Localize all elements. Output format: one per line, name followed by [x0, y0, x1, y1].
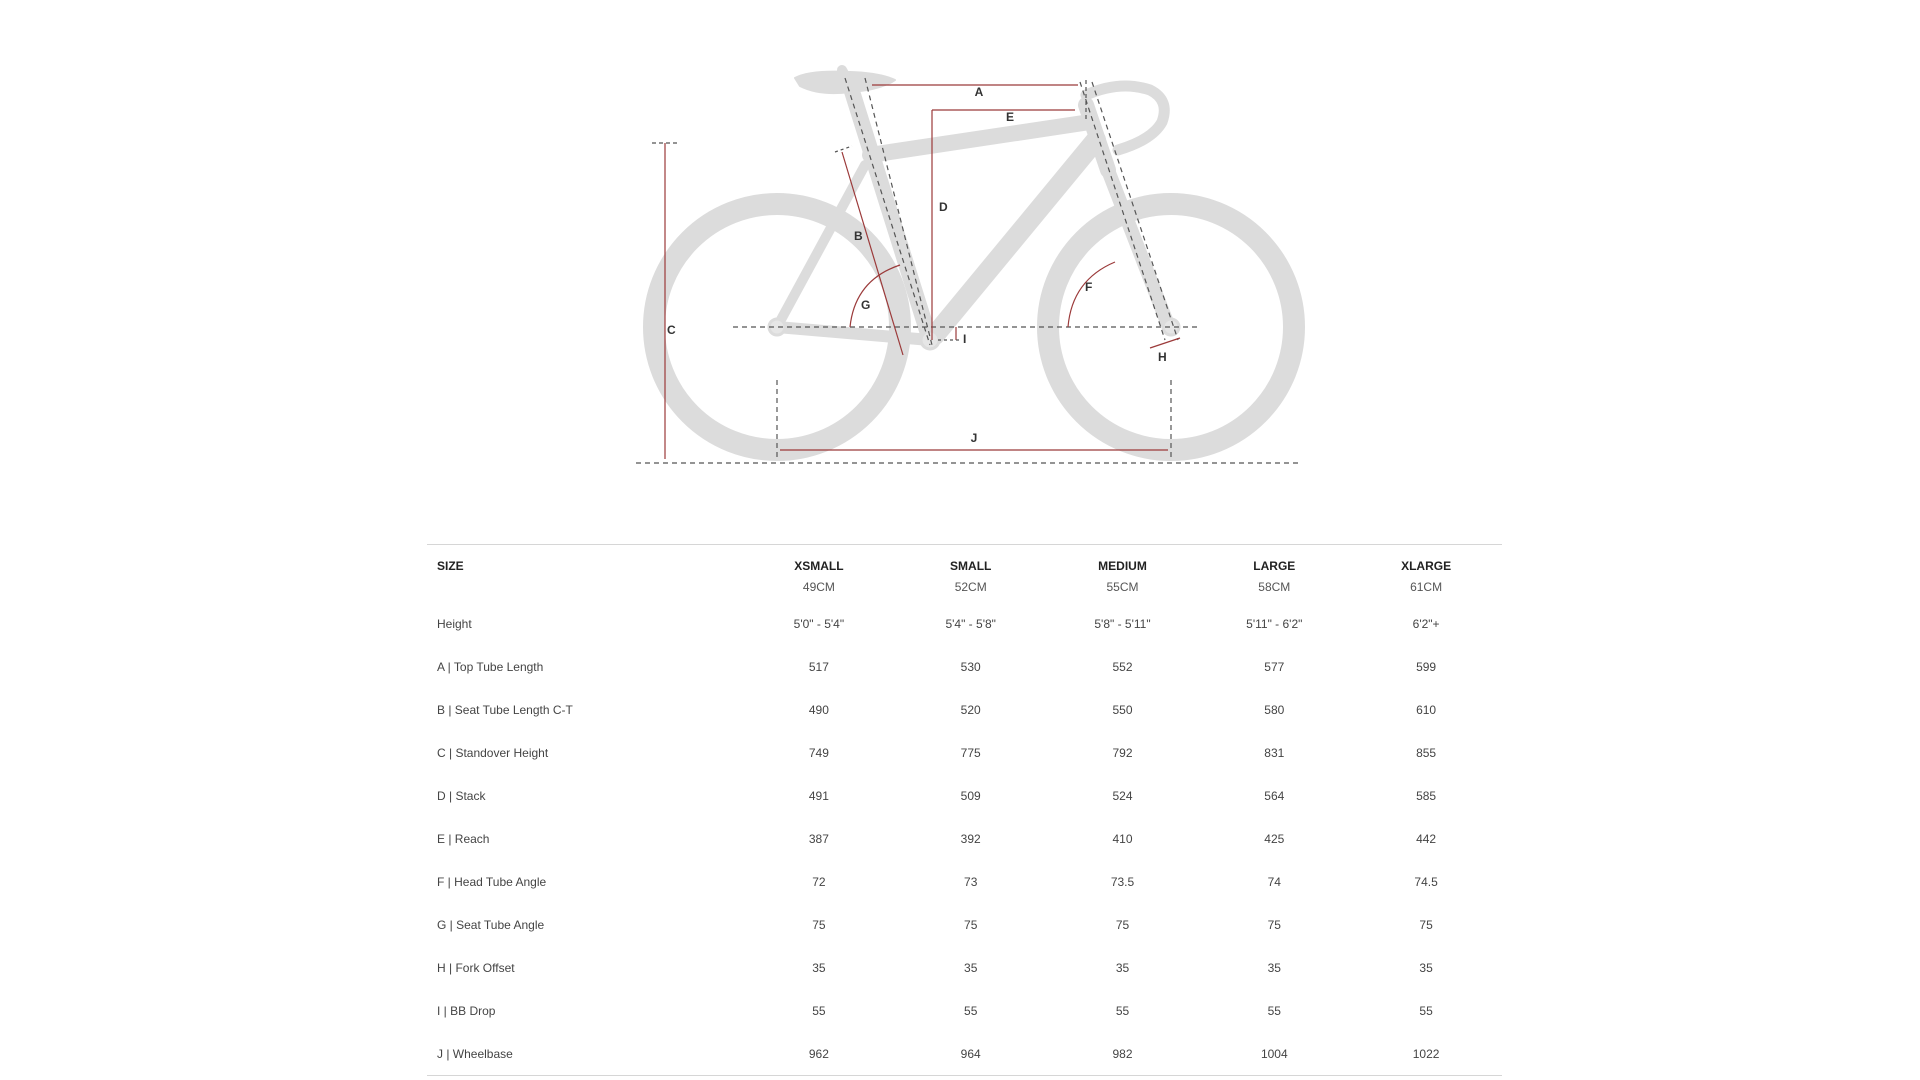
label-a: A: [974, 85, 984, 99]
table-row: [427, 903, 1502, 946]
size-cm: 52CM: [954, 580, 987, 594]
table-cell: 490: [808, 702, 829, 717]
row-label: Height: [437, 617, 472, 631]
label-h: H: [1158, 350, 1167, 364]
bike-silhouette: [654, 70, 1294, 450]
table-cell: 550: [1112, 702, 1133, 717]
geometry-table: [427, 545, 1502, 1075]
table-cell: 564: [1264, 788, 1285, 803]
label-b: B: [854, 229, 863, 243]
label-i: I: [963, 332, 967, 346]
table-row: [427, 645, 1502, 688]
table-cell: 517: [808, 659, 829, 674]
table-cell: 1004: [1260, 1046, 1288, 1061]
row-label: F | Head Tube Angle: [437, 874, 547, 889]
label-e: E: [1005, 110, 1015, 124]
size-header: SIZE: [437, 559, 464, 573]
table-cell: 55: [1419, 1003, 1433, 1018]
saddle: [795, 72, 895, 94]
size-cm: 55CM: [1106, 580, 1139, 594]
table-row: [427, 688, 1502, 731]
table-cell: 35: [1419, 960, 1433, 975]
table-cell: 73.5: [1110, 874, 1135, 889]
table-cell: 425: [1264, 831, 1285, 846]
size-name: MEDIUM: [1098, 559, 1147, 573]
table-cell: 387: [808, 831, 829, 846]
table-cell: 580: [1264, 702, 1285, 717]
row-label: I | BB Drop: [437, 1003, 496, 1018]
size-column-header: [1198, 545, 1350, 603]
dim-f-arc: [1068, 262, 1115, 327]
label-d: D: [939, 200, 948, 214]
table-cell: 392: [960, 831, 981, 846]
size-column-header: [1047, 545, 1199, 603]
label-g: G: [861, 298, 871, 312]
row-label: G | Seat Tube Angle: [437, 917, 545, 932]
bottom-bracket: [921, 331, 939, 349]
table-cell: 75: [1419, 917, 1433, 932]
row-label: E | Reach: [437, 831, 490, 846]
table-cell: 35: [812, 960, 826, 975]
label-c: C: [667, 323, 676, 337]
table-cell: 442: [1416, 831, 1437, 846]
table-cell: 5'0" - 5'4": [793, 617, 845, 631]
table-cell: 599: [1416, 659, 1437, 674]
table-row: [427, 989, 1502, 1032]
table-cell: 1022: [1412, 1046, 1440, 1061]
size-column-header: [895, 545, 1047, 603]
table-cell: 73: [964, 874, 978, 889]
table-cell: 964: [960, 1046, 981, 1061]
table-cell: 410: [1112, 831, 1133, 846]
table-row: [427, 731, 1502, 774]
table-cell: 775: [960, 745, 981, 760]
table-cell: 35: [964, 960, 978, 975]
dim-b-top-tick: [835, 146, 852, 152]
table-cell: 75: [1115, 917, 1130, 932]
table-cell: 577: [1264, 659, 1285, 674]
table-cell: 855: [1416, 745, 1437, 760]
row-label: H | Fork Offset: [437, 960, 515, 975]
row-label: J | Wheelbase: [437, 1046, 513, 1061]
size-cm: 49CM: [802, 580, 835, 594]
table-cell: 75: [812, 917, 826, 932]
table-cell: 962: [808, 1046, 829, 1061]
size-name: SMALL: [950, 559, 992, 573]
geometry-table-container: [427, 544, 1502, 1076]
table-cell: 55: [1267, 1003, 1281, 1018]
table-cell: 509: [960, 788, 981, 803]
table-cell: 982: [1112, 1046, 1133, 1061]
table-cell: 5'11" - 6'2": [1246, 617, 1303, 631]
table-cell: 792: [1112, 745, 1133, 760]
table-cell: 74.5: [1414, 874, 1438, 889]
table-cell: 520: [960, 702, 981, 717]
label-j: J: [970, 431, 978, 445]
table-cell: 55: [964, 1003, 978, 1018]
table-cell: 610: [1416, 702, 1437, 717]
row-label: C | Standover Height: [437, 745, 549, 760]
row-label: A | Top Tube Length: [437, 659, 544, 674]
table-cell: 55: [1115, 1003, 1130, 1018]
table-cell: 72: [812, 874, 826, 889]
table-header-row: [427, 545, 1502, 603]
table-cell: 55: [812, 1003, 826, 1018]
size-cm: 61CM: [1410, 580, 1443, 594]
table-row: [427, 817, 1502, 860]
table-cell: 749: [808, 745, 829, 760]
size-column-header: [1350, 545, 1502, 603]
size-cm: 58CM: [1258, 580, 1291, 594]
table-cell: 524: [1112, 788, 1133, 803]
table-cell: 530: [960, 659, 981, 674]
table-cell: 75: [1267, 917, 1281, 932]
size-name: XLARGE: [1401, 559, 1452, 573]
bike-geometry-diagram: [0, 0, 1920, 500]
seat-stay: [777, 165, 865, 327]
top-tube: [870, 122, 1090, 155]
size-column-header: [743, 545, 895, 603]
table-cell: 35: [1115, 960, 1130, 975]
table-cell: 585: [1416, 788, 1437, 803]
table-cell: 491: [808, 788, 829, 803]
table-row: [427, 603, 1502, 645]
table-row: [427, 774, 1502, 817]
table-cell: 5'4" - 5'8": [945, 617, 996, 631]
table-row: [427, 946, 1502, 989]
table-cell: 831: [1264, 745, 1285, 760]
size-name: XSMALL: [794, 559, 844, 573]
row-label: B | Seat Tube Length C-T: [437, 702, 573, 717]
table-cell: 6'2"+: [1412, 617, 1440, 631]
table-row: [427, 1032, 1502, 1075]
table-cell: 74: [1267, 874, 1281, 889]
table-cell: 75: [964, 917, 978, 932]
row-label: D | Stack: [437, 788, 486, 803]
table-row: [427, 860, 1502, 903]
table-cell: 552: [1112, 659, 1133, 674]
table-cell: 35: [1267, 960, 1281, 975]
table-cell: 5'8" - 5'11": [1094, 617, 1151, 631]
label-f: F: [1085, 280, 1093, 294]
size-name: LARGE: [1253, 559, 1296, 573]
